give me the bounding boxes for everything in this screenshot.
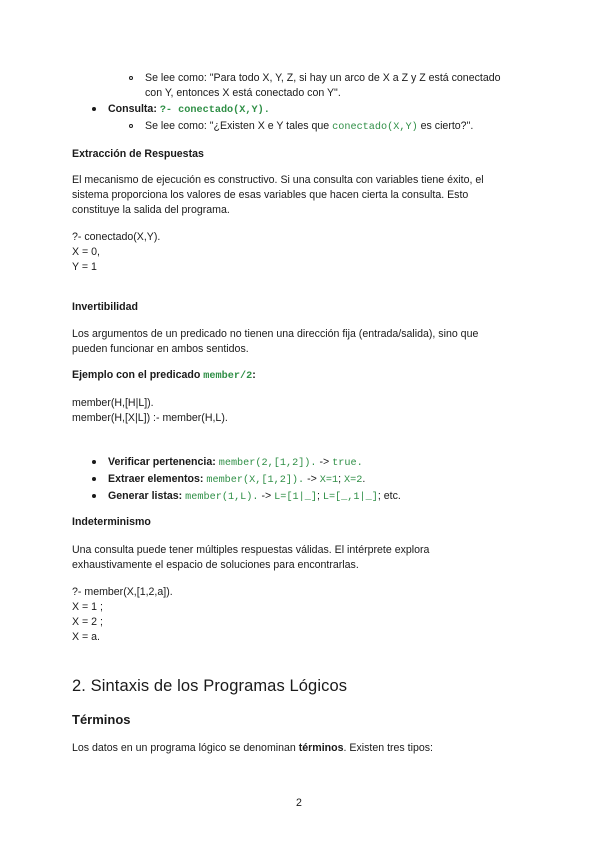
- bullet-3-tail: ; etc.: [377, 490, 401, 502]
- heading-indeterminismo: Indeterminismo: [72, 516, 151, 528]
- bullet-1-result: true.: [332, 458, 363, 469]
- terminos-heading: Términos: [72, 712, 131, 727]
- member-code-1: member(H,[H|L]).: [72, 397, 154, 409]
- terminos-suffix: . Existen tres tipos:: [343, 742, 433, 754]
- bullet-2-label: Extraer elementos:: [108, 473, 204, 485]
- extraccion-code-1: ?- conectado(X,Y).: [72, 231, 161, 243]
- page-number: 2: [296, 797, 302, 809]
- ejemplo-suffix: :: [252, 369, 256, 381]
- bullet-3-mid: ;: [316, 490, 323, 502]
- indeterminismo-para-1: Una consulta puede tener múltiples respuestas válidas. El intérprete explora: [72, 544, 430, 556]
- invertibilidad-para-2: pueden funcionar en ambos sentidos.: [72, 343, 249, 355]
- bullet-2-tail: .: [362, 473, 366, 485]
- sub2-prefix: Se lee como: "¿Existen X e Y tales que: [145, 120, 333, 132]
- bullet: [92, 107, 96, 111]
- sub-bullet-text-1b: con Y, entonces X está conectado con Y".: [145, 87, 341, 99]
- heading-extraccion: Extracción de Respuestas: [72, 148, 204, 160]
- consulta-item: [108, 103, 270, 117]
- bullet-2-arrow: ->: [304, 473, 320, 485]
- section-2-title: 2. Sintaxis de los Programas Lógicos: [72, 677, 348, 695]
- indeterminismo-code-2: X = 1 ;: [72, 601, 103, 613]
- ejemplo-prefix: Ejemplo con el predicado: [72, 369, 204, 381]
- terminos-prefix: Los datos en un programa lógico se denominan: [72, 742, 299, 754]
- consulta-label: Consulta:: [108, 103, 157, 115]
- terminos-bold: términos: [298, 742, 344, 754]
- bullet-1-arrow: ->: [316, 456, 333, 468]
- bullet-2-result2: X=2: [344, 475, 363, 486]
- bullet-2-code: member(X,[1,2]).: [206, 475, 305, 486]
- member-bullet-2: [108, 473, 365, 487]
- extraccion-para-2: sistema proporciona los valores de esas variables que hacen cierta la consulta. Esto: [72, 189, 469, 201]
- ejemplo-code: member/2: [203, 371, 253, 382]
- sub-bullet-text-2: [145, 120, 473, 134]
- indeterminismo-para-2: exhaustivamente el espacio de soluciones para encontrarlas.: [72, 559, 359, 571]
- heading-ejemplo: [72, 369, 256, 383]
- invertibilidad-para-1: Los argumentos de un predicado no tienen una dirección fija (entrada/salida), sino que: [72, 328, 479, 340]
- bullet-3-label: Generar listas:: [108, 490, 183, 502]
- member-code-2: member(H,[X|L]) :- member(H,L).: [72, 412, 228, 424]
- bullet: [92, 460, 96, 464]
- bullet-3-result: L=[1|_]: [274, 492, 317, 503]
- extraccion-code-3: Y = 1: [72, 261, 97, 273]
- extraccion-para-3: constituye la salida del programa.: [72, 204, 230, 216]
- member-bullet-1: [108, 456, 363, 470]
- heading-invertibilidad: Invertibilidad: [72, 301, 138, 313]
- sub-bullet: [129, 124, 133, 128]
- bullet-2-mid: ;: [338, 473, 345, 485]
- sub2-suffix: es cierto?".: [417, 120, 474, 132]
- indeterminismo-code-3: X = 2 ;: [72, 616, 103, 628]
- bullet: [92, 494, 96, 498]
- member-bullet-3: [108, 490, 401, 504]
- bullet-2-result: X=1: [319, 475, 339, 486]
- indeterminismo-code-1: ?- member(X,[1,2,a]).: [72, 586, 173, 598]
- consulta-code: ?- conectado(X,Y).: [159, 105, 270, 116]
- indeterminismo-code-4: X = a.: [72, 631, 100, 643]
- bullet: [92, 477, 96, 481]
- bullet-3-code: member(1,L).: [185, 492, 259, 503]
- bullet-3-result2: L=[_,1|_]: [322, 492, 378, 503]
- bullet-3-arrow: ->: [258, 490, 275, 502]
- extraccion-code-2: X = 0,: [72, 246, 100, 258]
- sub-bullet-text-1a: Se lee como: "Para todo X, Y, Z, si hay un arco de X a Z y Z está conectado: [145, 72, 501, 84]
- extraccion-para-1: El mecanismo de ejecución es constructivo. Si una consulta con variables tiene éxito, el: [72, 174, 484, 186]
- sub2-code: conectado(X,Y): [332, 122, 418, 133]
- terminos-para: [72, 742, 433, 755]
- bullet-1-code: member(2,[1,2]).: [218, 458, 317, 469]
- sub-bullet: [129, 76, 133, 80]
- bullet-1-label: Verificar pertenencia:: [108, 456, 216, 468]
